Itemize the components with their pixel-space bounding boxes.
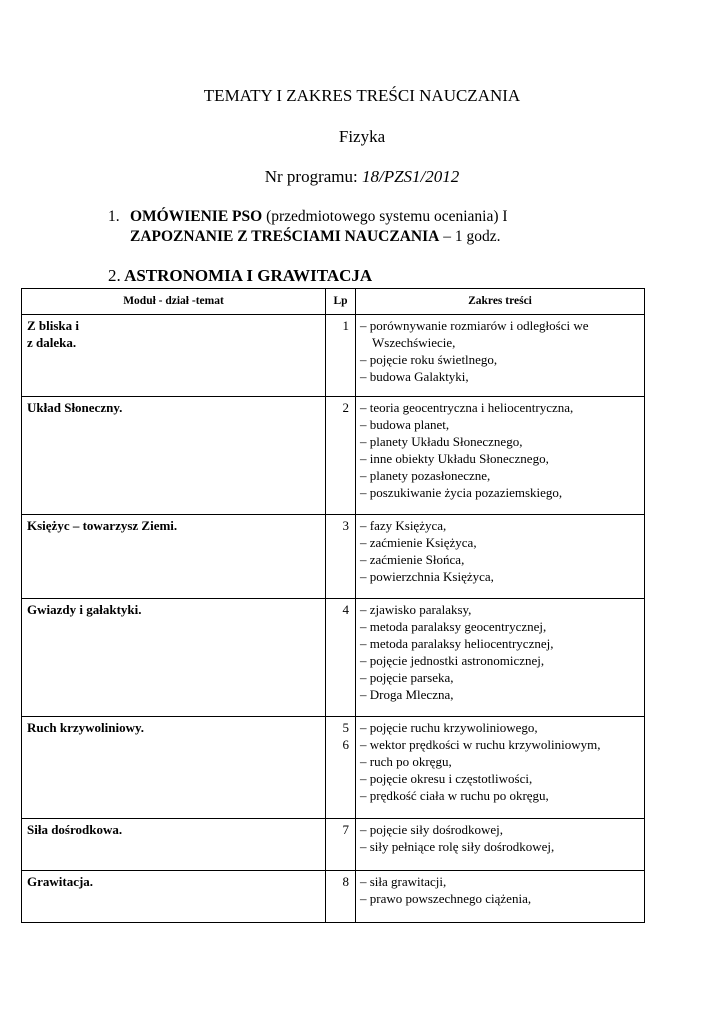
content-item: – ruch po okręgu, (360, 754, 452, 769)
table-row (22, 397, 645, 515)
row-content (356, 717, 645, 819)
content-item: – teoria geocentryczna i heliocentryczna, (360, 400, 574, 415)
content-item: – prawo powszechnego ciążenia, (360, 891, 532, 906)
content-item: – pojęcie siły dośrodkowej, (360, 822, 503, 837)
header-module: Moduł - dział -temat (22, 289, 326, 315)
row-lp (326, 599, 356, 717)
module-line: Ruch krzywoliniowy. (27, 720, 145, 735)
row-lp (326, 717, 356, 819)
program-label: Nr programu: (264, 167, 358, 186)
content-item: – pojęcie okresu i częstotliwości, (360, 771, 533, 786)
row-content (356, 397, 645, 515)
program-number-line (0, 167, 724, 187)
module-line: Gwiazdy i gałaktyki. (27, 602, 142, 617)
content-item: – inne obiekty Układu Słonecznego, (360, 451, 549, 466)
content-item: – metoda paralaksy geocentrycznej, (360, 619, 547, 634)
content-item: – powierzchnia Księżyca, (360, 569, 494, 584)
row-lp (326, 315, 356, 397)
table-row (22, 819, 645, 871)
section-2-title: ASTRONOMIA I GRAWITACJA (124, 266, 373, 285)
document-title: TEMATY I ZAKRES TREŚCI NAUCZANIA (203, 86, 521, 105)
content-item: – poszukiwanie życia pozaziemskiego, (360, 485, 563, 500)
lp-number: 4 (342, 602, 349, 617)
module-line: Siła dośrodkowa. (27, 822, 123, 837)
content-item: – pojęcie jednostki astronomicznej, (360, 653, 545, 668)
content-item: – fazy Księżyca, (360, 518, 447, 533)
lp-number: 6 (342, 737, 349, 752)
section-1-body (130, 207, 668, 247)
section-1-bold-1: OMÓWIENIE PSO (130, 208, 263, 225)
table-header-row (22, 289, 645, 315)
table-row (22, 717, 645, 819)
section-1 (108, 207, 668, 247)
row-content (356, 819, 645, 871)
row-content (356, 515, 645, 599)
row-lp (326, 397, 356, 515)
row-lp (326, 515, 356, 599)
module-line: Księżyc – towarzysz Ziemi. (27, 518, 178, 533)
lp-number: 5 (342, 720, 349, 735)
content-item: – zaćmienie Księżyca, (360, 535, 477, 550)
row-module (22, 717, 326, 819)
row-module (22, 397, 326, 515)
row-lp (326, 871, 356, 923)
module-line: Z bliska i (27, 318, 80, 333)
table-row (22, 599, 645, 717)
row-module (22, 599, 326, 717)
lp-number: 2 (342, 400, 349, 415)
content-item: – budowa planet, (360, 417, 450, 432)
content-item: – budowa Galaktyki, (360, 369, 469, 384)
table-body (22, 315, 645, 923)
row-content (356, 871, 645, 923)
table-row (22, 315, 645, 397)
curriculum-table (21, 288, 645, 923)
lp-number: 8 (342, 874, 349, 889)
module-line: z daleka. (27, 335, 77, 350)
lp-number: 3 (342, 518, 349, 533)
header-lp: Lp (326, 289, 356, 315)
lp-number: 1 (342, 318, 349, 333)
section-1-number: 1. (108, 208, 120, 225)
row-lp (326, 819, 356, 871)
section-1-bold-2: ZAPOZNANIE Z TREŚCIAMI NAUCZANIA (130, 228, 440, 245)
content-item: – prędkość ciała w ruchu po okręgu, (360, 788, 549, 803)
content-item: – pojęcie ruchu krzywoliniowego, (360, 720, 538, 735)
section-1-text-1: (przedmiotowego systemu oceniania) I (262, 208, 508, 225)
section-2-number: 2. (108, 266, 121, 285)
header-content: Zakres treści (356, 289, 645, 315)
content-item: – metoda paralaksy heliocentrycznej, (360, 636, 554, 651)
subject-name: Fizyka (338, 127, 386, 146)
module-line: Układ Słoneczny. (27, 400, 123, 415)
module-line: Grawitacja. (27, 874, 94, 889)
content-item: – siły pełniące rolę siły dośrodkowej, (360, 839, 555, 854)
content-item: – planety Układu Słonecznego, (360, 434, 523, 449)
section-1-text-2: – 1 godz. (439, 228, 501, 245)
row-content (356, 315, 645, 397)
lp-number: 7 (342, 822, 349, 837)
content-item: – planety pozasłoneczne, (360, 468, 491, 483)
table-row (22, 871, 645, 923)
content-item: – siła grawitacji, (360, 874, 447, 889)
content-item: – pojęcie parseka, (360, 670, 454, 685)
section-2-heading (108, 266, 372, 286)
content-item: – Droga Mleczna, (360, 687, 454, 702)
content-item: – porównywanie rozmiarów i odległości we Wszechświecie, (360, 318, 589, 350)
content-item: – zjawisko paralaksy, (360, 602, 472, 617)
content-item: – wektor prędkości w ruchu krzywoliniowym, (360, 737, 601, 752)
row-module (22, 515, 326, 599)
row-module (22, 315, 326, 397)
row-module (22, 819, 326, 871)
content-item: – zaćmienie Słońca, (360, 552, 465, 567)
table-row (22, 515, 645, 599)
content-item: – pojęcie roku świetlnego, (360, 352, 498, 367)
program-number: 18/PZS1/2012 (361, 167, 460, 186)
row-content (356, 599, 645, 717)
row-module (22, 871, 326, 923)
